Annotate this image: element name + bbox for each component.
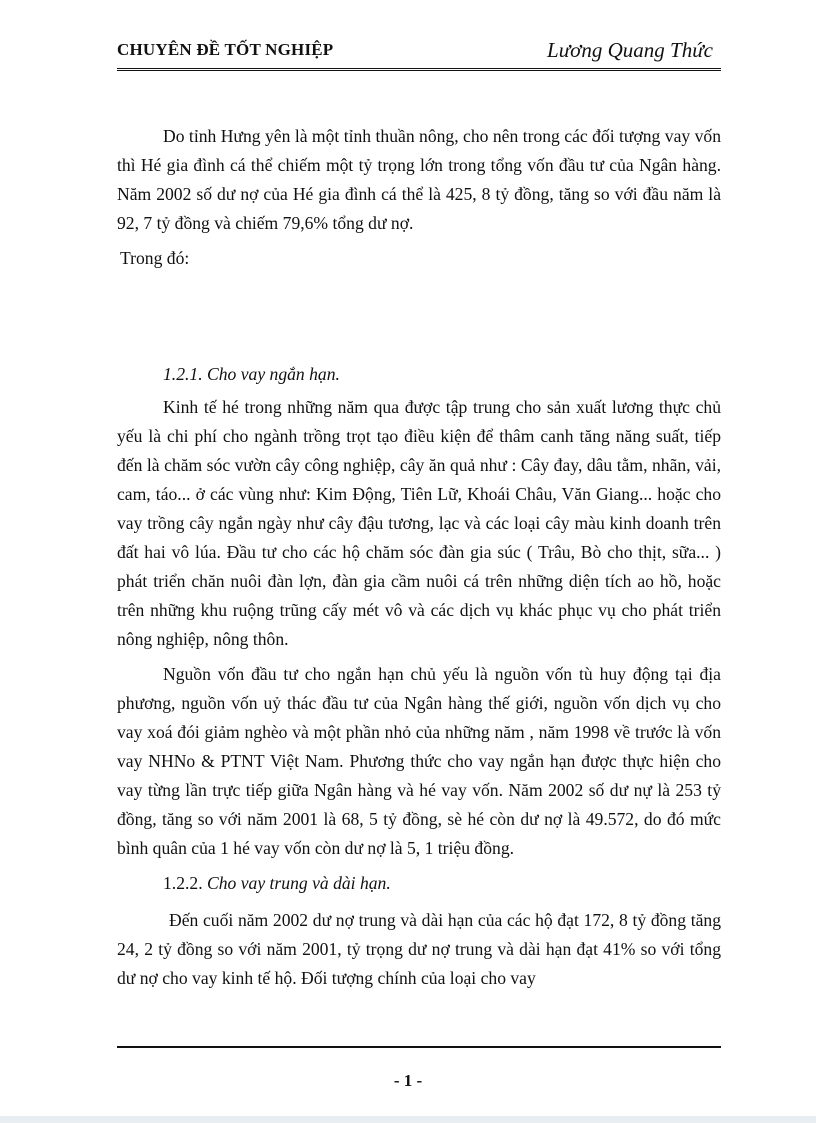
footer-divider <box>117 1046 721 1048</box>
section-heading-title: Cho vay trung và dài hạn. <box>207 873 391 893</box>
paragraph-short-term-economy: Kinh tế hé trong những năm qua được tập trung cho sản xuất lương thực chủ yếu là chi phí cho ngành trồng trọt tạo điều kiện để thâm canh tăng năng suất, tiếp đến là chăm sóc vườn cây công nghiệp, cây ăn quả như : Cây đay, dâu tằm, nhãn, vải, cam, táo... ở các vùng như: Kim Động, Tiên Lữ, Khoái Châu, Văn Giang... hoặc cho vay trồng cây ngắn ngày như cây đậu tương, lạc và các loại cây màu kinh doanh trên đất hai vô lúa. Đầu tư cho các hộ chăm sóc đàn gia súc ( Trâu, Bò cho thịt, sữa... ) phát triển chăn nuôi đàn lợn, đàn gia cầm nuôi cá trên những diện tích ao hồ, hoặc trên những khu ruộng trũng cấy mét vô và các dịch vụ khác phục vụ cho phát triển nông nghiệp, nông thôn. <box>117 397 721 649</box>
paragraph-medium-long-term: Đến cuối năm 2002 dư nợ trung và dài hạn của các hộ đạt 172, 8 tỷ đồng tăng 24, 2 tỷ đồng so với năm 2001, tỷ trọng dư nợ trung và dài hạn đạt 41% so với tổng dư nợ cho vay kinh tế hộ. Đối tượng chính của loại cho vay <box>117 910 721 988</box>
page-bottom-edge <box>0 1116 816 1123</box>
paragraph-short-term-funding: Nguồn vốn đầu tư cho ngắn hạn chủ yếu là nguồn vốn tù huy động tại địa phương, nguồn vốn uỷ thác đầu tư của Ngân hàng thế giới, nguồn vốn dịch vụ cho vay xoá đói giảm nghèo và một phần nhỏ của những năm , năm 1998 về trước là vốn vay NHNo & PTNT Việt Nam. Phương thức cho vay ngắn hạn được thực hiện cho vay từng lần trực tiếp giữa Ngân hàng và hé vay vốn. Năm 2002 số dư nự là 253 tỷ đồng, tăng so với năm 2001 là 68, 5 tỷ đồng, sè hé còn dư nợ là 49.572, do đó mức bình quân của 1 hé vay vốn còn dư nợ là 5, 1 triệu đồng. <box>117 664 721 858</box>
header-title: CHUYÊN ĐỀ TỐT NGHIỆP <box>117 40 334 59</box>
header-author: Lương Quang Thức <box>547 38 713 62</box>
section-heading-number: 1.2.2. <box>163 873 203 893</box>
page-number: - 1 - <box>393 1071 423 1090</box>
page-header <box>117 38 721 71</box>
paragraph-trong-do: Trong đó: <box>120 248 190 268</box>
document-body <box>117 122 721 993</box>
section-heading-short-term-loans: 1.2.1. Cho vay ngắn hạn. <box>163 364 340 384</box>
paragraph-intro: Do tỉnh Hưng yên là một tỉnh thuần nông, cho nên trong các đối tượng vay vốn thì Hé gia đình cá thể chiếm một tỷ trọng lớn trong tổng vốn đầu tư của Ngân hàng. Năm 2002 số dư nợ của Hé gia đình cá thể là 425, 8 tỷ đồng, tăng so với đầu năm là 92, 7 tỷ đồng và chiếm 79,6% tổng dư nợ. <box>117 126 721 233</box>
section-heading-medium-long-term-loans <box>117 869 721 898</box>
